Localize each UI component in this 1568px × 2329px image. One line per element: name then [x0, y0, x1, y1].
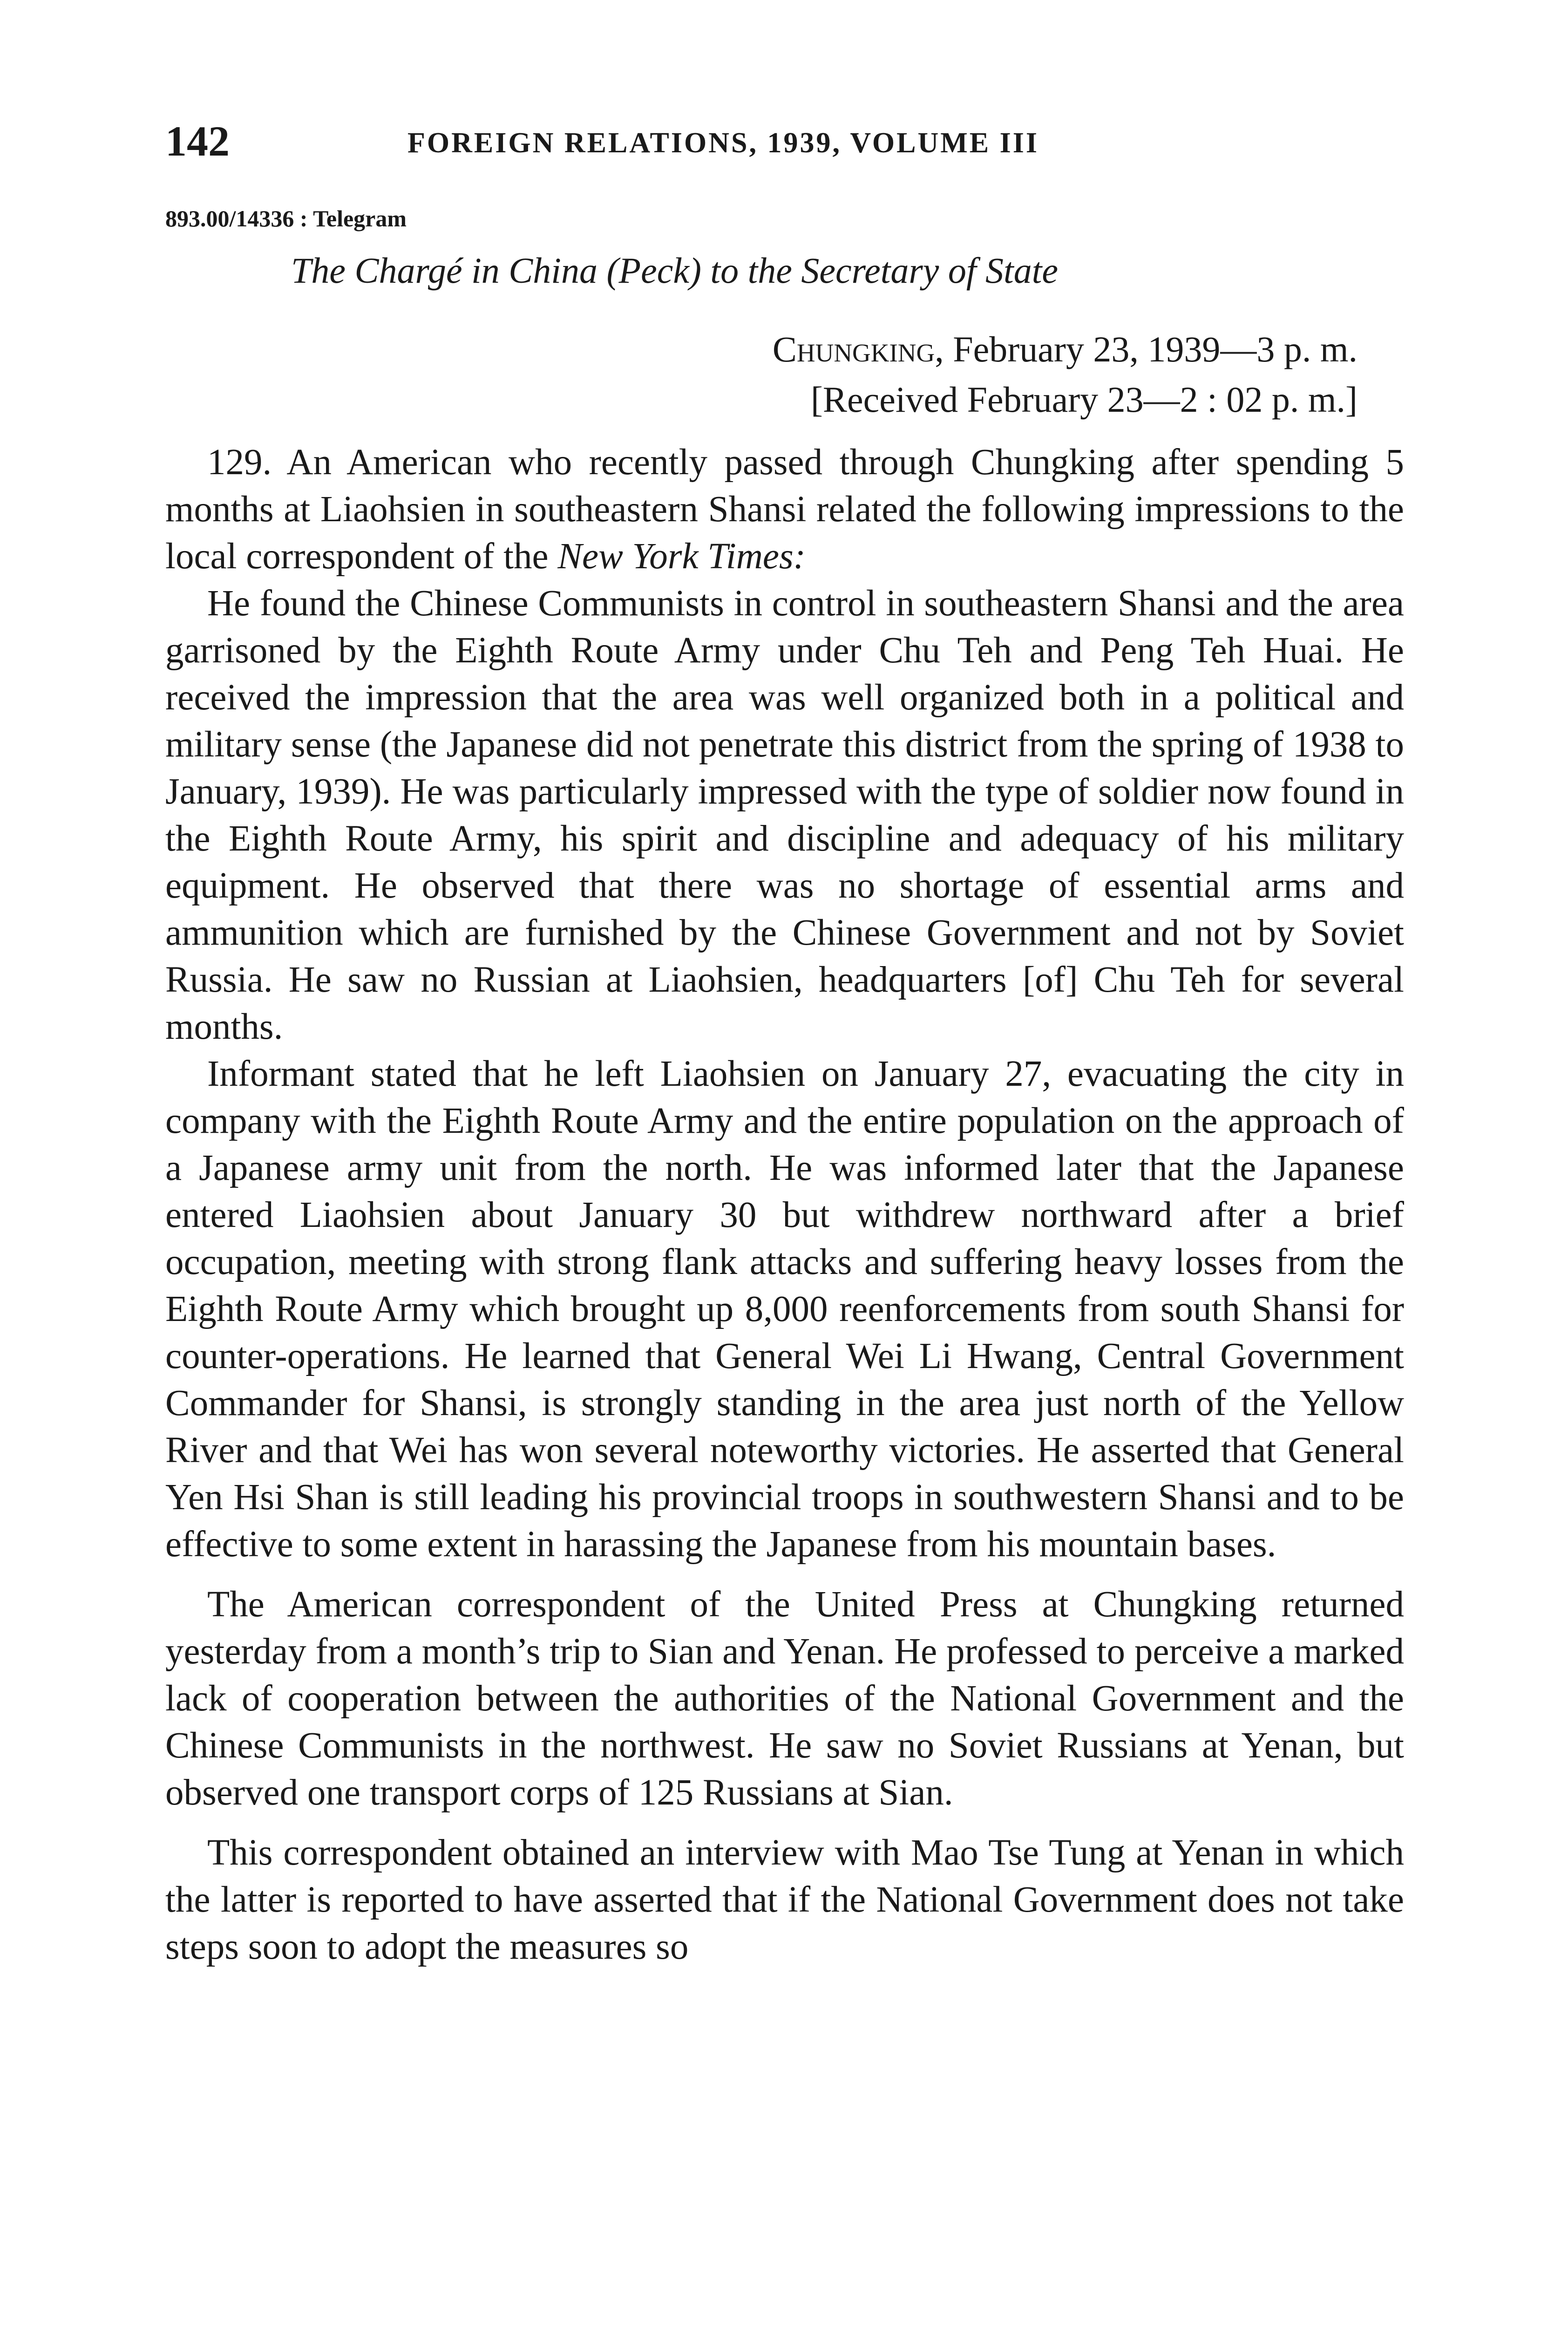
- newspaper-name: New York Times:: [557, 536, 806, 577]
- document-title: The Chargé in China (Peck) to the Secretary of State: [291, 250, 1058, 291]
- running-title: FOREIGN RELATIONS, 1939, VOLUME III: [407, 127, 1039, 159]
- dateline-date: February 23, 1939—3 p. m.: [944, 329, 1358, 369]
- document-page: [165, 116, 1404, 1970]
- paragraph-5: This correspondent obtained an interview with Mao Tse Tung at Yenan in which the latter is reported to have asserted that if the National Government does not take steps soon to adopt the measures so: [165, 1832, 1404, 1967]
- dateline: [165, 324, 1404, 425]
- page-number: 142: [165, 117, 230, 165]
- dateline-city: Chungking,: [772, 329, 944, 369]
- running-header: [165, 116, 1404, 172]
- file-reference: 893.00/14336 : Telegram: [165, 205, 407, 232]
- received-note: [Received February 23—2 : 02 p. m.]: [810, 379, 1358, 420]
- paragraph-4: The American correspondent of the United Press at Chungking returned yesterday from a month’s trip to Sian and Yenan. He professed to perceive a marked lack of cooperation between the authorities of the National Government and the Chinese Communists in the northwest. He saw no Soviet Russians at Yenan, but observed one transport corps of 125 Russians at Sian.: [165, 1584, 1404, 1813]
- dateline-sent: [165, 324, 1358, 375]
- paragraph-2: He found the Chinese Communists in control in southeastern Shansi and the area garrisoned by the Eighth Route Army under Chu Teh and Peng Teh Huai. He received the impression that the area was well organized both in a political and military sense (the Japanese did not penetrate this district from the spring of 1938 to January, 1939). He was particularly impressed with the type of soldier now found in the Eighth Route Army, his spirit and discipline and adequacy of his military equipment. He observed that there was no shortage of essential arms and ammunition which are furnished by the Chinese Government and not by Soviet Russia. He saw no Russian at Liaohsien, headquarters [of] Chu Teh for several months.: [165, 583, 1404, 1047]
- paragraph-3: Informant stated that he left Liaohsien on January 27, evacuating the city in company with the Eighth Route Army and the entire population on the approach of a Japanese army unit from the north. He was informed later that the Japanese entered Liaohsien about January 30 but withdrew northward after a brief occupation, meeting with strong flank attacks and suffering heavy losses from the Eighth Route Army which brought up 8,000 reenforcements from south Shansi for counter-operations. He learned that General Wei Li Hwang, Central Government Commander for Shansi, is strongly standing in the area just north of the Yellow River and that Wei has won several noteworthy victories. He asserted that General Yen Hsi Shan is still leading his provincial troops in southwestern Shansi and to be effective to some extent in harassing the Japanese from his mountain bases.: [165, 1054, 1404, 1565]
- paragraph-1-text: 129. An American who recently passed through Chungking after spending 5 months at Liaohsien in southeastern Shansi related the following impressions to the local correspondent of the: [165, 442, 1404, 577]
- telegram-body: [165, 439, 1404, 1970]
- paragraph-1: [165, 439, 1404, 580]
